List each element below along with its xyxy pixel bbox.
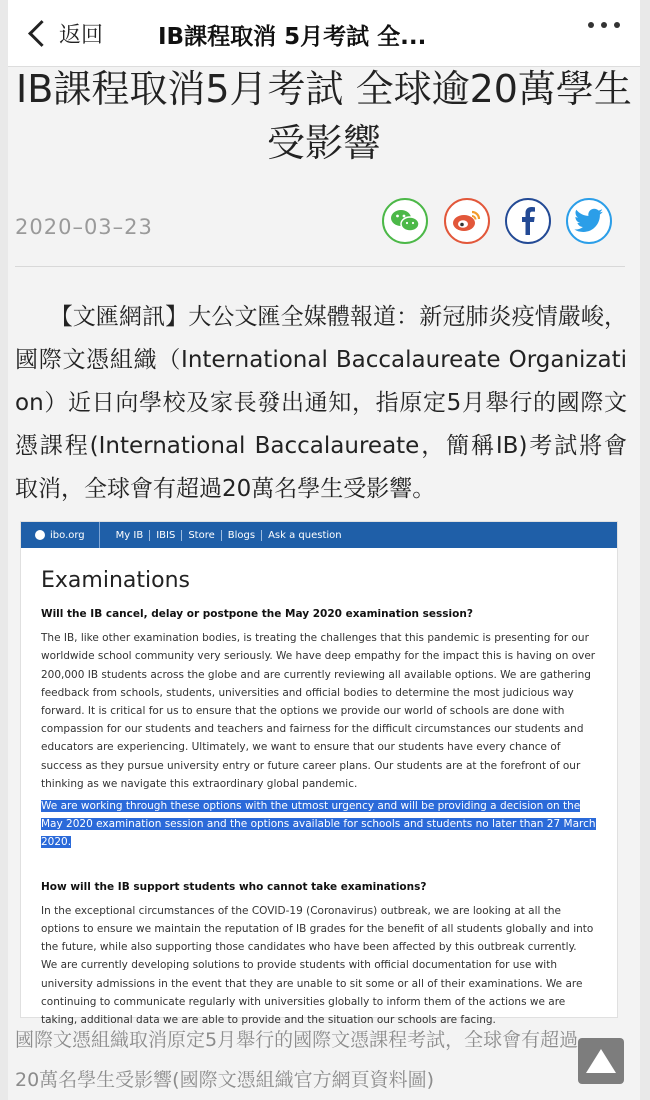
faq-answer: We are currently developing solutions to provide students with official documentation for use with university admissions in the event that they are unable to sit some or all of their examinations. We are continuing to communicate regularly with universities globally to inform them of the actions we are taking, additional data we are able to provide and the situation our schools are facing.	[41, 959, 583, 1027]
more-menu-button[interactable]	[588, 22, 620, 28]
header-divider	[15, 266, 625, 267]
arrow-up-icon	[586, 1049, 616, 1073]
ibo-logo[interactable]	[21, 522, 100, 548]
back-label: 返回	[59, 22, 104, 48]
facebook-icon	[518, 207, 538, 235]
top-nav-bar	[8, 0, 640, 67]
ibo-top-bar	[21, 522, 617, 548]
more-dot-icon	[588, 22, 594, 28]
more-dot-icon	[614, 22, 620, 28]
faq-question: Will the IB cancel, delay or postpone the May 2020 examination session?	[41, 608, 473, 620]
ibo-link[interactable]: My IB	[110, 530, 151, 541]
examinations-heading: Examinations	[41, 568, 190, 593]
ibo-nav-links	[100, 530, 348, 541]
ibo-link[interactable]: Blogs	[222, 530, 262, 541]
publish-date: 2020–03–23	[15, 215, 153, 239]
article-page	[8, 0, 640, 1100]
back-button[interactable]	[26, 18, 103, 48]
ibo-link[interactable]: Ask a question	[268, 529, 342, 541]
ibo-link[interactable]: Store	[182, 530, 221, 541]
share-wechat-button[interactable]	[382, 198, 428, 244]
faq-answer: The IB, like other examination bodies, is treating the challenges that this pandemic is presenting for our worldwide school community very seriously. We have deep empathy for the impact this is having on over 200,000 IB students across the globe and are currently reviewing all available options. We are gathering feedback from schools, students, universities and official bodies to determine the most judicious way forward. It is critical for us to ensure that the options we provide our world of schools are done with compassion for our students and teachers and fairness for the difficult circumstances our students and educators are experiencing. Ultimately, we want to ensure that our students have every chance of success as they pursue university entry or future career plans. Our students are at the forefront of our thinking as we navigate this extraordinary global pandemic.	[41, 632, 596, 790]
article-body: 【文匯網訊】大公文匯全媒體報道：新冠肺炎疫情嚴峻，國際文憑組織（International Baccalaureate Organization）近日向學校及家長發出通知，指原定5月舉行的國際文憑課程(International Baccalaureate，簡稱IB)考試將會取消，全球會有超過20萬名學生受影響。	[15, 304, 627, 502]
wechat-icon	[390, 208, 420, 234]
article-headline: IB課程取消5月考試 全球逾20萬學生受影響	[16, 67, 632, 165]
share-weibo-button[interactable]	[444, 198, 490, 244]
faq-question: How will the IB support students who cannot take examinations?	[41, 880, 427, 893]
article-image-ibo-screenshot	[21, 522, 617, 1027]
more-dot-icon	[601, 22, 607, 28]
twitter-icon	[574, 208, 604, 234]
scroll-to-top-button[interactable]	[578, 1038, 624, 1084]
chevron-left-icon	[28, 20, 55, 47]
nav-title: IB課程取消 5月考試 全...	[158, 24, 427, 50]
share-facebook-button[interactable]	[505, 198, 551, 244]
ib-logo-icon	[35, 530, 45, 540]
ibo-link[interactable]: IBIS	[150, 530, 182, 541]
share-twitter-button[interactable]	[566, 198, 612, 244]
weibo-icon	[452, 208, 482, 234]
ibo-faq-content	[21, 605, 617, 1029]
highlighted-text: We are working through these options with the utmost urgency and will be providing a decision on the May 2020 examination session and the options available for schools and students no later than 27 March 2020.	[41, 800, 596, 849]
ibo-site-name: ibo.org	[50, 529, 85, 541]
image-caption: 國際文憑組織取消原定5月舉行的國際文憑課程考試，全球會有超過20萬名學生受影響(國際文憑組織官方網頁資料圖)	[15, 1029, 579, 1091]
faq-answer: In the exceptional circumstances of the COVID-19 (Coronavirus) outbreak, we are looking at all the options to ensure we maintain the reputation of IB grades for the benefit of all students globally and into the future, while also supporting those candidates who have been affected by this outbreak currently.	[41, 904, 594, 954]
